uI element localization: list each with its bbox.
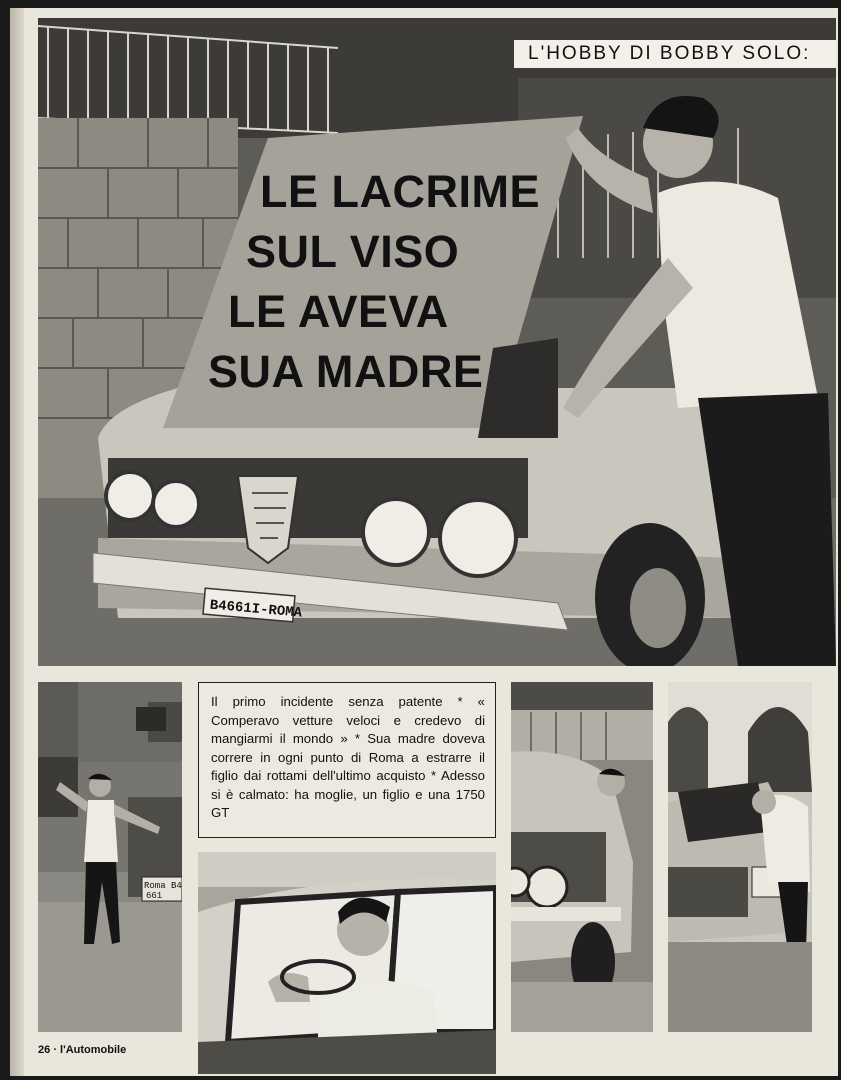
headline-line-3: LE AVEVA — [228, 286, 449, 337]
headline-line-1: LE LACRIME — [260, 166, 540, 217]
headline-line-4: SUA MADRE — [208, 346, 484, 397]
headline — [200, 162, 540, 402]
footer-separator: · — [53, 1044, 57, 1056]
photo-car-front — [511, 682, 653, 1032]
caption-box — [198, 682, 496, 838]
photo-car-window — [198, 852, 496, 1074]
kicker-label: L'HOBBY DI BOBBY SOLO: — [514, 40, 836, 68]
small-plate-line-2: 661 — [146, 891, 163, 901]
caption-text: Il primo incidente senza patente * « Comperavo vetture veloci e credevo di mangiarmi il mondo » * Sua madre doveva correre in ogni punto di Roma a estrarre il figlio dai rottami dell'ultimo acquisto * Adesso si è calmato: ha moglie, un figlio e una 1750 GT — [211, 694, 485, 820]
page-footer — [38, 1044, 126, 1056]
small-plate-line-1: Roma B4 — [144, 881, 182, 891]
hero-license-plate: B4661I-ROMA — [209, 597, 303, 622]
magazine-name: l'Automobile — [60, 1044, 127, 1056]
photo-street-wave — [38, 682, 182, 1032]
photo-open-trunk — [668, 682, 812, 1032]
page-number: 26 — [38, 1044, 51, 1056]
page-spine — [10, 8, 24, 1076]
headline-line-2: SUL VISO — [246, 226, 460, 277]
